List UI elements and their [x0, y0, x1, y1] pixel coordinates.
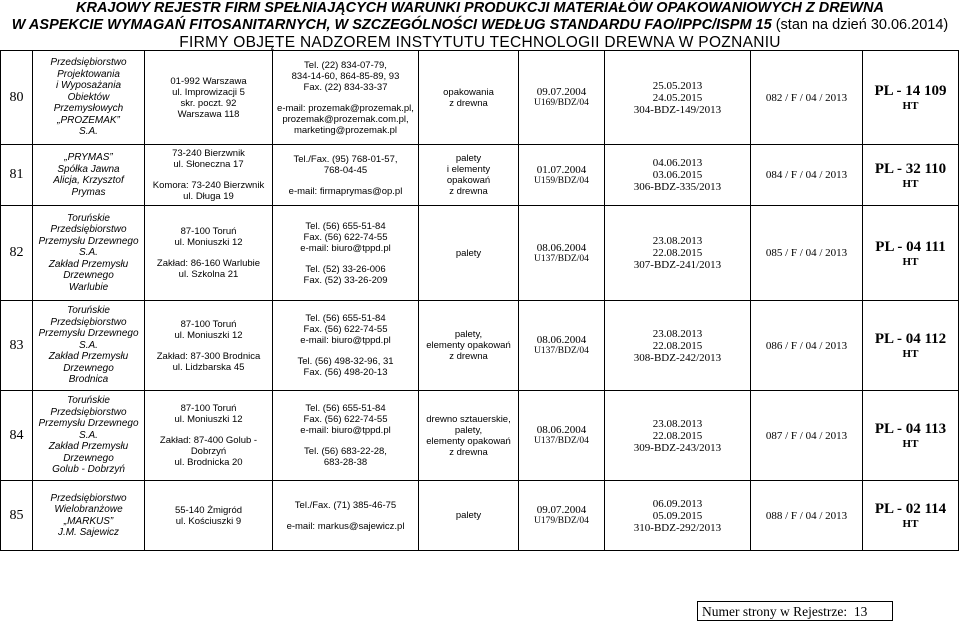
text-line: prozemak@prozemak.com.pl,	[282, 113, 409, 125]
company-name	[33, 391, 145, 481]
product-types	[419, 206, 519, 301]
text-line: 25.05.2013	[652, 79, 703, 92]
text-line: Projektowania	[57, 68, 120, 80]
text-line: 87-100 Toruń	[180, 226, 237, 237]
ippc-mark: PL - 02 114	[874, 501, 947, 517]
mark-cell	[863, 301, 959, 391]
text-line: Golub - Dobrzyń	[52, 464, 125, 476]
mark-cell	[863, 391, 959, 481]
table-row	[1, 391, 959, 481]
text-line: ul. Szkolna 21	[178, 269, 239, 280]
registration-cell	[519, 51, 605, 145]
certificate-number: 082 / F / 04 / 2013	[751, 51, 863, 145]
text-line: „MARKUS”	[63, 515, 114, 527]
text-line: palety,	[454, 424, 483, 436]
text-line: Prymas	[71, 186, 106, 198]
company-contact	[273, 481, 419, 551]
product-types	[419, 391, 519, 481]
text-line: 22.08.2015	[652, 429, 703, 442]
text-line: e-mail: biuro@tppd.pl	[300, 425, 391, 436]
text-line: 308-BDZ-242/2013	[633, 351, 722, 364]
text-line: Tel./Fax. (71) 385-46-75	[294, 499, 397, 511]
text-line: opakowań	[446, 175, 491, 186]
text-line: 768-04-45	[323, 164, 368, 176]
text-line: 306-BDZ-335/2013	[633, 181, 722, 193]
audit-cell	[605, 145, 751, 206]
text-line: z drewna	[449, 186, 488, 197]
ippc-mark: PL - 04 112	[874, 331, 947, 347]
text-line: 04.06.2013	[652, 157, 703, 169]
text-line: Przemysłowych	[53, 103, 124, 115]
company-contact	[273, 51, 419, 145]
text-line: drewno sztauerskie,	[426, 413, 511, 425]
text-line: Drzewnego	[63, 362, 114, 374]
text-line: e-mail: biuro@tppd.pl	[300, 335, 391, 346]
company-address	[145, 145, 273, 206]
text-line: Tel. (56) 655-51-84	[305, 403, 386, 414]
text-line: 73-240 Bierzwnik	[172, 148, 245, 159]
company-name	[33, 51, 145, 145]
text-line: 06.09.2013	[652, 497, 703, 510]
text-line: ul. Słoneczna 17	[173, 159, 244, 170]
text-line: 03.06.2015	[652, 169, 703, 181]
text-line: Komora: 73-240 Bierzwnik	[152, 180, 265, 191]
registration-ref: U137/BDZ/04	[534, 346, 589, 356]
audit-cell	[605, 301, 751, 391]
text-line: ul. Kościuszki 9	[175, 515, 242, 527]
text-line: elementy opakowań	[426, 340, 511, 351]
row-number: 85	[1, 481, 33, 551]
text-line: Zakład: 86-160 Warlubie	[156, 258, 261, 269]
table-row	[1, 206, 959, 301]
row-number: 81	[1, 145, 33, 206]
text-line: ul. Moniuszki 12	[174, 237, 243, 248]
company-contact	[273, 301, 419, 391]
text-line: palety	[455, 510, 482, 521]
text-line: S.A.	[79, 429, 98, 441]
treatment-code: HT	[902, 177, 919, 190]
text-line: 23.08.2013	[652, 327, 703, 340]
company-address	[145, 51, 273, 145]
treatment-code: HT	[902, 518, 919, 530]
product-types	[419, 145, 519, 206]
text-line: Zakład: 87-400 Golub -	[159, 435, 258, 446]
text-line: Fax. (56) 622-74-55	[303, 231, 388, 243]
table-row	[1, 481, 959, 551]
text-line: Przedsiębiorstwo	[50, 492, 127, 504]
registration-date: 08.06.2004	[536, 334, 587, 346]
text-line: ul. Długa 19	[183, 191, 234, 202]
text-line: 834-14-60, 864-85-89, 93	[291, 70, 400, 82]
text-line: 22.08.2015	[652, 339, 703, 352]
text-line: ul. Moniuszki 12	[174, 414, 243, 425]
text-line: ul. Lidzbarska 45	[172, 361, 245, 373]
text-line: Toruńskie	[67, 305, 110, 317]
mark-cell	[863, 145, 959, 206]
treatment-code: HT	[902, 348, 919, 360]
text-line: e-mail: prozemak@prozemak.pl,	[277, 102, 414, 114]
text-line: S.A.	[79, 247, 98, 259]
registration-ref: U179/BDZ/04	[534, 516, 589, 526]
page-number-label: Numer strony w Rejestrze:	[702, 604, 848, 619]
row-number: 83	[1, 301, 33, 391]
text-line: Spółka Jawna	[57, 163, 120, 175]
text-line: z drewna	[449, 446, 488, 458]
text-line: Fax. (22) 834-33-37	[303, 81, 388, 93]
registration-cell	[519, 391, 605, 481]
text-line: 55-140 Żmigród	[174, 504, 243, 516]
text-line: Dobrzyń	[190, 446, 227, 457]
registration-ref: U159/BDZ/04	[534, 175, 589, 186]
text-line: Drzewnego	[63, 452, 114, 464]
text-line: J.M. Sajewicz	[57, 527, 120, 538]
text-line: Tel. (56) 655-51-84	[305, 313, 386, 324]
text-line: Przemysłu Drzewnego	[38, 235, 139, 247]
text-line: ul. Moniuszki 12	[174, 329, 243, 341]
text-line: Alicja, Krzysztof	[53, 175, 124, 186]
table-row	[1, 145, 959, 206]
page-number: 13	[853, 604, 868, 619]
text-line: Drzewnego	[63, 270, 114, 282]
text-line: 23.08.2013	[652, 417, 703, 430]
text-line: Przedsiębiorstwo	[50, 406, 127, 418]
text-line: Tel. (56) 683-22-28,	[304, 446, 387, 457]
text-line: Obiektów	[67, 91, 110, 103]
text-line: Fax. (56) 622-74-55	[303, 414, 388, 425]
text-line: Tel. (56) 655-51-84	[305, 220, 386, 232]
status-date: (stan na dzień 30.06.2014)	[775, 17, 949, 33]
text-line: Warlubie	[68, 281, 109, 293]
audit-cell	[605, 481, 751, 551]
supervision-heading: FIRMY OBJĘTE NADZOREM INSTYTUTU TECHNOLOGII DREWNA W POZNANIU	[179, 34, 781, 51]
table-row	[1, 301, 959, 391]
text-line: S.A.	[79, 339, 98, 351]
text-line: 05.09.2015	[652, 509, 703, 522]
text-line: Toruńskie	[67, 212, 110, 224]
text-line: 310-BDZ-292/2013	[633, 521, 722, 534]
registration-cell	[519, 145, 605, 206]
text-line: 304-BDZ-149/2013	[633, 103, 722, 116]
certificate-number: 086 / F / 04 / 2013	[751, 301, 863, 391]
text-line: z drewna	[449, 97, 488, 109]
row-number: 84	[1, 391, 33, 481]
text-line: Tel./Fax. (95) 768-01-57,	[293, 153, 398, 165]
text-line: e-mail: markus@sajewicz.pl	[286, 520, 405, 532]
text-line: ul. Brodnicka 20	[174, 457, 243, 468]
text-line: „PRYMAS”	[64, 152, 113, 163]
text-line: Przemysłu Drzewnego	[38, 418, 139, 430]
text-line: 683-28-38	[323, 457, 368, 468]
ippc-mark: PL - 04 113	[874, 421, 947, 437]
text-line: skr. poczt. 92	[180, 97, 237, 109]
company-name	[33, 145, 145, 206]
text-line: palety	[455, 247, 482, 259]
company-contact	[273, 206, 419, 301]
text-line: 309-BDZ-243/2013	[633, 441, 722, 454]
text-line: marketing@prozemak.pl	[293, 124, 398, 136]
text-line: Fax. (52) 33-26-209	[303, 274, 388, 286]
text-line: Zakład Przemysłu	[48, 258, 129, 270]
text-line: Przedsiębiorstwo	[50, 224, 127, 236]
subtitle-text: W ASPEKCIE WYMAGAŃ FITOSANITARNYCH, W SZCZEGÓLNOŚCI WEDŁUG STANDARDU FAO/IPPC/ISPM 15	[11, 17, 772, 33]
certificate-number: 088 / F / 04 / 2013	[751, 481, 863, 551]
registration-date: 08.06.2004	[536, 424, 587, 436]
text-line: Zakład Przemysłu	[48, 441, 129, 453]
text-line: 22.08.2015	[652, 247, 703, 259]
text-line: Zakład: 87-300 Brodnica	[156, 350, 261, 362]
text-line: z drewna	[449, 351, 488, 362]
text-line: ul. Improwizacji 5	[172, 86, 245, 98]
text-line: 01-992 Warszawa	[170, 75, 247, 87]
registration-cell	[519, 206, 605, 301]
company-name	[33, 206, 145, 301]
text-line: Fax. (56) 498-20-13	[303, 367, 388, 378]
text-line: Fax. (56) 622-74-55	[303, 324, 388, 335]
text-line: elementy opakowań	[426, 435, 511, 447]
row-number: 82	[1, 206, 33, 301]
company-contact	[273, 145, 419, 206]
ippc-mark: PL - 04 111	[875, 238, 946, 255]
product-types	[419, 51, 519, 145]
text-line: i Wyposażania	[55, 80, 122, 92]
certificate-number: 084 / F / 04 / 2013	[751, 145, 863, 206]
certificate-number: 087 / F / 04 / 2013	[751, 391, 863, 481]
text-line: e-mail: firmaprymas@op.pl	[288, 185, 403, 197]
company-contact	[273, 391, 419, 481]
ippc-mark: PL - 32 110	[874, 160, 947, 177]
registration-date: 01.07.2004	[536, 163, 587, 176]
text-line: Tel. (22) 834-07-79,	[304, 59, 387, 71]
mark-cell	[863, 481, 959, 551]
text-line: 87-100 Toruń	[180, 403, 237, 414]
text-line: „PROZEMAK”	[57, 114, 120, 126]
text-line: palety	[455, 153, 482, 164]
text-line: Przemysłu Drzewnego	[38, 328, 139, 340]
company-address	[145, 206, 273, 301]
text-line: Toruńskie	[67, 395, 110, 407]
page-number-box	[697, 601, 893, 621]
certificate-number: 085 / F / 04 / 2013	[751, 206, 863, 301]
mark-cell	[863, 206, 959, 301]
company-address	[145, 391, 273, 481]
registration-ref: U137/BDZ/04	[534, 436, 589, 446]
register-subtitle	[0, 17, 960, 33]
company-name	[33, 481, 145, 551]
treatment-code: HT	[902, 100, 919, 112]
text-line: Przedsiębiorstwo	[50, 316, 127, 328]
company-address	[145, 301, 273, 391]
text-line: Brodnica	[68, 374, 109, 386]
company-name	[33, 301, 145, 391]
product-types	[419, 301, 519, 391]
text-line: palety,	[454, 329, 483, 340]
text-line: Tel. (52) 33-26-006	[305, 263, 386, 275]
text-line: S.A.	[79, 126, 98, 138]
registration-cell	[519, 301, 605, 391]
treatment-code: HT	[902, 438, 919, 450]
product-types	[419, 481, 519, 551]
text-line: 23.08.2013	[652, 235, 703, 247]
text-line: 307-BDZ-241/2013	[633, 259, 722, 271]
table-row	[1, 51, 959, 145]
text-line: i elementy	[446, 164, 491, 175]
registration-date: 09.07.2004	[536, 86, 587, 98]
ippc-mark: PL - 14 109	[874, 83, 947, 99]
text-line: opakowania	[443, 86, 494, 98]
text-line: Przedsiębiorstwo	[50, 57, 127, 69]
audit-cell	[605, 51, 751, 145]
text-line: Zakład Przemysłu	[48, 351, 129, 363]
registration-ref: U137/BDZ/04	[534, 253, 589, 264]
row-number: 80	[1, 51, 33, 145]
text-line: Tel. (56) 498-32-96, 31	[297, 356, 394, 367]
registration-date: 08.06.2004	[536, 241, 587, 254]
text-line: 24.05.2015	[652, 91, 703, 104]
registration-cell	[519, 481, 605, 551]
audit-cell	[605, 391, 751, 481]
text-line: 87-100 Toruń	[180, 318, 237, 330]
audit-cell	[605, 206, 751, 301]
mark-cell	[863, 51, 959, 145]
treatment-code: HT	[902, 255, 919, 268]
register-table	[0, 50, 959, 551]
company-address	[145, 481, 273, 551]
register-title: KRAJOWY REJESTR FIRM SPEŁNIAJĄCYCH WARUNKI PRODUKCJI MATERIAŁÓW OPAKOWANIOWYCH Z DREWNA	[76, 0, 884, 16]
text-line: e-mail: biuro@tppd.pl	[300, 242, 391, 254]
registration-ref: U169/BDZ/04	[534, 98, 589, 108]
registration-date: 09.07.2004	[536, 504, 587, 516]
text-line: Warszawa 118	[177, 108, 240, 120]
text-line: Wielobranżowe	[54, 504, 123, 515]
